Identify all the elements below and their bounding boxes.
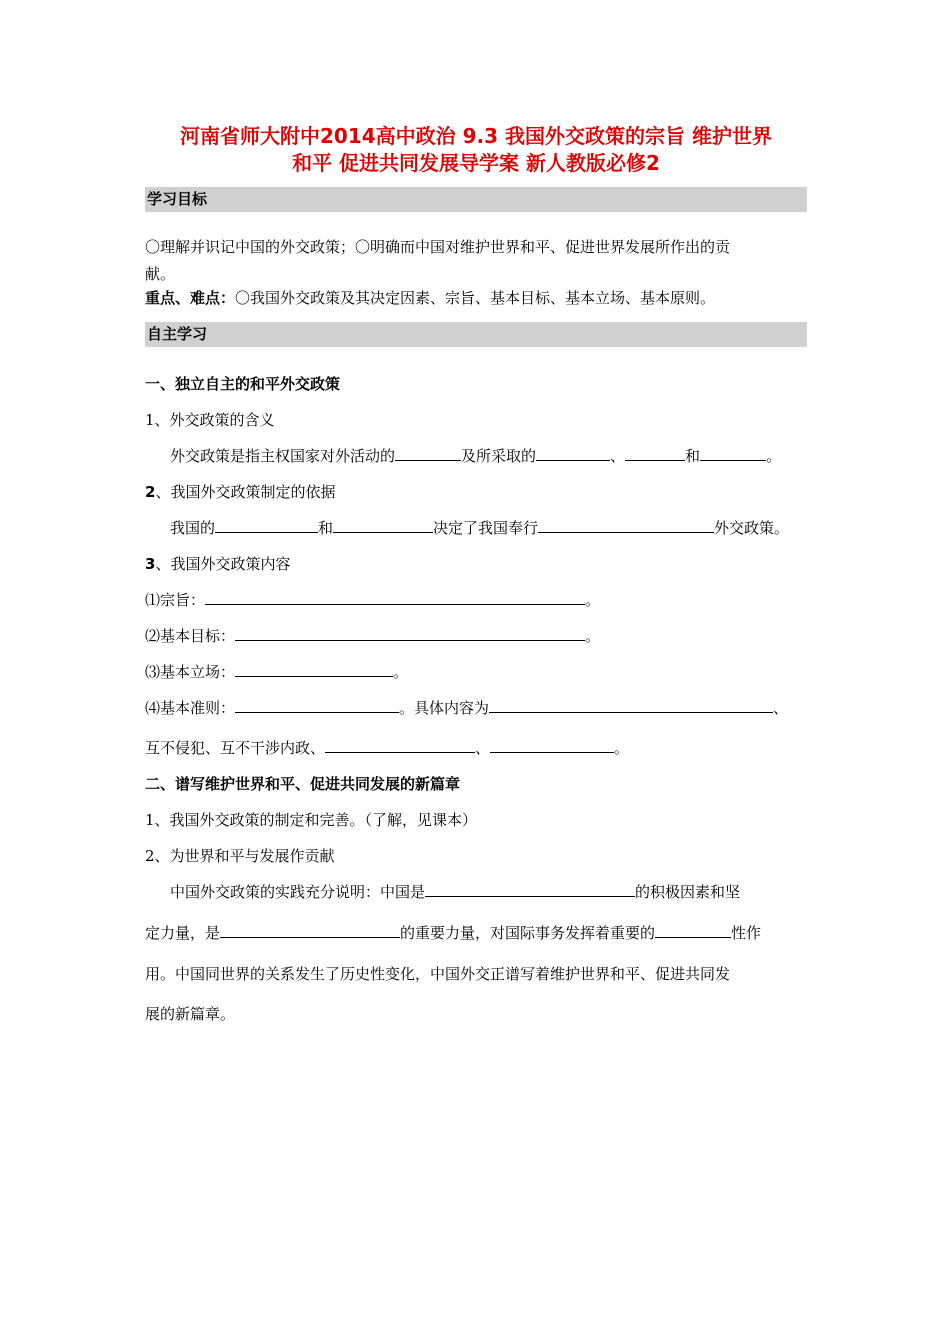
q2-text-a: 我国的 [170,519,216,537]
part1-q3-title [145,554,290,574]
blank-principle-2[interactable] [325,738,475,753]
item-basic-principle-mid: 。具体内容为 [399,699,490,717]
q3-title-text: 、我国外交政策内容 [155,555,291,573]
blank-q1-2[interactable] [536,446,610,461]
blank-para-3[interactable] [655,923,731,938]
item-basic-goal-label: ⑵基本目标： [145,627,236,645]
para-text-c: 定力量，是 [145,924,221,942]
part2-q2: 2、为世界和平与发展作贡献 [145,847,335,865]
q2-number: 2 [145,483,156,501]
item-basic-stance-end: 。 [393,663,409,681]
title-line-2: 和平 促进共同发展导学案 新人教版必修2 [292,151,660,175]
q2-title-text: 、我国外交政策制定的依据 [155,483,336,501]
part2-heading: 二、谱写维护世界和平、促进共同发展的新篇章 [145,775,461,793]
blank-basic-stance[interactable] [235,662,393,677]
blank-q1-3[interactable] [625,446,685,461]
q1-text-e: 。 [766,447,782,465]
q2-text-b: 和 [318,519,334,537]
q3-number: 3 [145,555,156,573]
item-basic-principle [145,698,788,718]
principle-cont-a: 互不侵犯、互不干涉内政、 [145,739,326,757]
part1-q2-fill [170,518,789,538]
blank-q2-3[interactable] [538,518,714,533]
blank-q1-1[interactable] [395,446,461,461]
item-basic-goal [145,626,600,646]
part2-para-line-3: 用。中国同世界的关系发生了历史性变化，中国外交正谱写着维护世界和平、促进共同发 [145,965,731,983]
blank-para-2[interactable] [220,923,400,938]
para-text-e: 性作 [731,924,762,942]
item-basic-goal-end: 。 [585,627,601,645]
part1-heading: 一、独立自主的和平外交政策 [145,375,341,393]
item-basic-principle-end: 、 [773,699,789,717]
blank-basic-goal[interactable] [235,626,585,641]
q2-text-d: 外交政策。 [714,519,790,537]
document-title [145,123,807,177]
q1-text-a: 外交政策是指主权国家对外活动的 [170,447,396,465]
section-header-self-study: 自主学习 [145,322,807,347]
blank-principle-3[interactable] [490,738,614,753]
q1-text-d: 和 [685,447,701,465]
blank-q1-4[interactable] [700,446,766,461]
para-text-a: 中国外交政策的实践充分说明：中国是 [170,883,426,901]
part1-q2-title [145,482,335,502]
blank-q2-2[interactable] [333,518,433,533]
q1-text-c: 、 [610,447,626,465]
part2-para-line-4: 展的新篇章。 [145,1005,236,1023]
blank-para-1[interactable] [425,882,635,897]
part2-para-line-2 [145,923,761,943]
part1-q1-title: 1、外交政策的含义 [145,411,275,429]
item-purpose-label: ⑴宗旨： [145,591,206,609]
part1-q1-fill [170,446,781,466]
item-basic-principle-label: ⑷基本准则： [145,699,236,717]
blank-q2-1[interactable] [215,518,318,533]
q2-text-c: 决定了我国奉行 [433,519,539,537]
key-points-label: 重点、难点： [145,289,236,307]
goals-text-1: 〇理解并识记中国的外交政策；〇明确而中国对维护世界和平、促进世界发展所作出的贡 [145,238,731,256]
item-basic-stance-label: ⑶基本立场： [145,663,236,681]
goals-text-2: 献。 [145,265,176,283]
item-purpose-end: 。 [585,591,601,609]
item-purpose [145,590,600,610]
para-text-b: 的积极因素和坚 [635,883,741,901]
blank-purpose[interactable] [205,590,585,605]
key-points [145,288,715,308]
blank-principle-content[interactable] [489,698,773,713]
title-line-1: 河南省师大附中2014高中政治 9.3 我国外交政策的宗旨 维护世界 [180,124,772,148]
principle-cont-b: 、 [475,739,491,757]
blank-basic-principle[interactable] [235,698,399,713]
principle-cont-c: 。 [614,739,630,757]
para-text-d: 的重要力量，对国际事务发挥着重要的 [400,924,656,942]
key-points-text: 〇我国外交政策及其决定因素、宗旨、基本目标、基本立场、基本原则。 [235,289,716,307]
q1-text-b: 及所采取的 [461,447,537,465]
section-header-goals: 学习目标 [145,187,807,212]
part2-q1: 1、我国外交政策的制定和完善。（了解，见课本） [145,811,478,829]
item-basic-stance [145,662,408,682]
part2-para-line-1 [170,882,740,902]
item-basic-principle-cont [145,738,629,758]
